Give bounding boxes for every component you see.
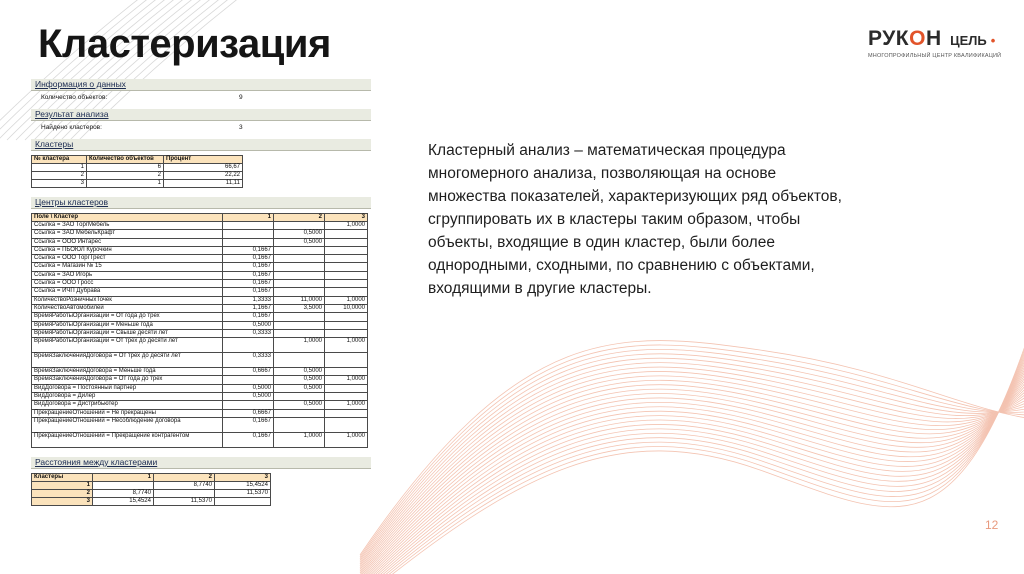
table-cell xyxy=(223,376,274,384)
table-cell: ПрекращениеОтношений = Несоблюдение договора xyxy=(32,417,223,432)
table-row xyxy=(32,353,368,368)
table-cell xyxy=(325,280,368,288)
table-row xyxy=(32,329,368,337)
table-row xyxy=(32,409,368,417)
table-header: 2 xyxy=(154,473,215,481)
distances-table xyxy=(31,473,271,506)
table-row xyxy=(32,222,368,230)
table-cell xyxy=(325,230,368,238)
table-row xyxy=(32,481,271,489)
table-cell: ПрекращениеОтношений = Прекращение контрагентом xyxy=(32,432,223,447)
table-row xyxy=(32,313,368,321)
table-cell: 11,5370 xyxy=(215,489,271,497)
table-cell: 0,1667 xyxy=(223,432,274,447)
table-cell: 0,1667 xyxy=(223,246,274,254)
table-cell: 0,1667 xyxy=(223,417,274,432)
table-cell: 3,5000 xyxy=(274,304,325,312)
table-cell: 0,3333 xyxy=(223,353,274,368)
table-cell: КоличествоАвтомобилей xyxy=(32,304,223,312)
table-cell: ПрекращениеОтношений = Не прекращены xyxy=(32,409,223,417)
table-cell: 0,5000 xyxy=(223,321,274,329)
table-row xyxy=(32,432,368,447)
table-row xyxy=(32,489,271,497)
table-cell xyxy=(223,338,274,353)
table-cell xyxy=(274,222,325,230)
table-cell: Ссылка = ООО ТоргТрест xyxy=(32,255,223,263)
table-cell: 3 xyxy=(32,180,87,188)
table-cell: Ссылка = ЗАО Игорь xyxy=(32,271,223,279)
table-cell: Ссылка = ООО Гросс xyxy=(32,280,223,288)
table-cell: 0,5000 xyxy=(274,230,325,238)
table-header: 3 xyxy=(215,473,271,481)
object-count-label: Количество объектов: xyxy=(41,94,108,101)
table-cell: Ссылка = Магазин № 15 xyxy=(32,263,223,271)
table-cell xyxy=(325,321,368,329)
table-cell: 1 xyxy=(87,180,164,188)
logo-name: РУКОН xyxy=(868,27,942,50)
table-cell: 8,7740 xyxy=(93,489,154,497)
table-cell: Ссылка = ИЧП Дубрава xyxy=(32,288,223,296)
table-cell: 66,67 xyxy=(164,164,243,172)
table-cell xyxy=(325,368,368,376)
table-header: Количество объектов xyxy=(87,156,164,164)
table-header: 3 xyxy=(325,214,368,222)
definition-text: Кластерный анализ – математическая процедура многомерного анализа, позволяющая на основе множества показателей, характеризующих ряд объектов, сгруппировать их в кластеры таким образом, чтобы объекты, входящие в один кластер, были более однородными, сходными, по сравнению с объектами, входящими в другие кластеры. xyxy=(428,141,842,297)
table-cell: 0,6667 xyxy=(223,409,274,417)
centers-table xyxy=(31,213,368,448)
table-cell: ВремяЗаключенияДоговора = От года до трех xyxy=(32,376,223,384)
table-row xyxy=(32,246,368,254)
page-title: Кластеризация xyxy=(38,22,331,66)
table-header: 1 xyxy=(223,214,274,222)
table-cell: 6 xyxy=(87,164,164,172)
brand-logo: РУКОН ЦЕЛЬ • МНОГОПРОФИЛЬНЫЙ ЦЕНТР КВАЛИФИКАЦИЙ xyxy=(868,28,1018,68)
table-row xyxy=(32,296,368,304)
table-cell: КоличествоРозничныхТочек xyxy=(32,296,223,304)
table-cell: 1,1667 xyxy=(223,304,274,312)
table-cell: ВидДоговора = Дилер xyxy=(32,393,223,401)
table-cell xyxy=(325,393,368,401)
table-cell: 15,4524 xyxy=(93,497,154,505)
table-row xyxy=(32,263,368,271)
table-cell xyxy=(93,481,154,489)
table-cell xyxy=(325,417,368,432)
table-cell: 11,0000 xyxy=(274,296,325,304)
table-row xyxy=(32,238,368,246)
table-cell xyxy=(223,222,274,230)
table-cell xyxy=(154,489,215,497)
table-cell xyxy=(274,417,325,432)
table-cell: 1,0000 xyxy=(274,338,325,353)
table-cell xyxy=(274,288,325,296)
table-cell xyxy=(325,288,368,296)
table-header: 1 xyxy=(93,473,154,481)
table-header: № кластера xyxy=(32,156,87,164)
table-cell: 0,1667 xyxy=(223,255,274,263)
table-cell xyxy=(274,255,325,263)
table-cell xyxy=(274,263,325,271)
object-count-value: 9 xyxy=(239,94,243,101)
table-cell xyxy=(325,329,368,337)
table-cell: 0,5000 xyxy=(274,368,325,376)
table-header: 2 xyxy=(274,214,325,222)
table-cell: ВремяЗаключенияДоговора = От трех до десяти лет xyxy=(32,353,223,368)
table-cell xyxy=(325,263,368,271)
table-row xyxy=(32,288,368,296)
section-heading-distances: Расстояния между кластерами xyxy=(31,457,371,469)
table-row xyxy=(32,280,368,288)
table-row xyxy=(32,401,368,409)
table-cell: 2 xyxy=(32,489,93,497)
table-header: Поле \ Кластер xyxy=(32,214,223,222)
table-cell: 0,3333 xyxy=(223,329,274,337)
table-cell: Ссылка = ЗАО ТоргМебель xyxy=(32,222,223,230)
table-cell xyxy=(274,321,325,329)
table-cell xyxy=(325,238,368,246)
table-cell: 1,0000 xyxy=(325,338,368,353)
table-cell xyxy=(325,246,368,254)
clusters-found-value: 3 xyxy=(239,124,243,131)
table-cell: ВремяРаботыОрганизации = От года до трех xyxy=(32,313,223,321)
table-cell: Ссылка = ООО Интарес xyxy=(32,238,223,246)
table-cell: 0,5000 xyxy=(274,401,325,409)
section-heading-info: Информация о данных xyxy=(31,79,371,91)
cluster-report xyxy=(31,79,371,506)
table-cell xyxy=(274,329,325,337)
clusters-found-label: Найдено кластеров: xyxy=(41,124,102,131)
table-row xyxy=(32,321,368,329)
table-row xyxy=(32,255,368,263)
table-cell: 0,5000 xyxy=(274,238,325,246)
table-cell xyxy=(325,409,368,417)
table-cell: 1 xyxy=(32,481,93,489)
table-row xyxy=(32,376,368,384)
section-heading-result: Результат анализа xyxy=(31,109,371,121)
clusters-found-row xyxy=(31,121,371,135)
table-cell: 10,0000 xyxy=(325,304,368,312)
table-cell: 1,3333 xyxy=(223,296,274,304)
table-row xyxy=(32,230,368,238)
table-cell: 0,1667 xyxy=(223,271,274,279)
table-row xyxy=(32,497,271,505)
table-cell: ВремяРаботыОрганизации = Меньше года xyxy=(32,321,223,329)
table-row xyxy=(32,393,368,401)
table-cell xyxy=(215,497,271,505)
table-row xyxy=(32,172,243,180)
table-row xyxy=(32,180,243,188)
table-cell xyxy=(274,393,325,401)
table-cell: 1,0000 xyxy=(325,296,368,304)
table-cell: 3 xyxy=(32,497,93,505)
table-cell xyxy=(274,280,325,288)
object-count-row xyxy=(31,91,371,105)
logo-tagline: МНОГОПРОФИЛЬНЫЙ ЦЕНТР КВАЛИФИКАЦИЙ xyxy=(868,53,1002,59)
table-cell: 22,22 xyxy=(164,172,243,180)
table-cell: 15,4524 xyxy=(215,481,271,489)
table-row xyxy=(32,368,368,376)
logo-sub: ЦЕЛЬ xyxy=(950,33,987,48)
table-header: Кластеры xyxy=(32,473,93,481)
table-cell: ВремяЗаключенияДоговора = Меньше года xyxy=(32,368,223,376)
table-row xyxy=(32,384,368,392)
table-row xyxy=(32,417,368,432)
table-cell xyxy=(325,255,368,263)
table-cell: 0,5000 xyxy=(274,376,325,384)
table-cell xyxy=(223,238,274,246)
table-cell: Ссылка = ПБОЮЛ Курочкин xyxy=(32,246,223,254)
table-cell xyxy=(223,401,274,409)
table-cell xyxy=(274,409,325,417)
table-cell: 8,7740 xyxy=(154,481,215,489)
table-cell xyxy=(325,313,368,321)
section-heading-clusters: Кластеры xyxy=(31,139,371,151)
table-cell: Ссылка = ЗАО МебельКрафт xyxy=(32,230,223,238)
table-cell: 11,11 xyxy=(164,180,243,188)
table-cell: 0,5000 xyxy=(223,384,274,392)
table-cell xyxy=(274,271,325,279)
table-cell: 2 xyxy=(32,172,87,180)
table-cell xyxy=(325,353,368,368)
table-cell: 0,5000 xyxy=(223,393,274,401)
table-header: Процент xyxy=(164,156,243,164)
table-cell xyxy=(274,246,325,254)
table-cell: 0,1667 xyxy=(223,288,274,296)
table-cell: 1,0000 xyxy=(325,376,368,384)
table-row xyxy=(32,338,368,353)
table-cell xyxy=(274,313,325,321)
table-row xyxy=(32,271,368,279)
page-number: 12 xyxy=(985,518,999,532)
table-cell: 11,5370 xyxy=(154,497,215,505)
table-cell: 0,1667 xyxy=(223,313,274,321)
table-cell: 1,0000 xyxy=(325,222,368,230)
clusters-table xyxy=(31,155,243,188)
table-cell: ВидДоговора = Постоянный партнер xyxy=(32,384,223,392)
table-cell: 1,0000 xyxy=(274,432,325,447)
table-cell xyxy=(223,230,274,238)
table-cell: 0,1667 xyxy=(223,263,274,271)
table-row xyxy=(32,164,243,172)
table-row xyxy=(32,304,368,312)
table-cell: ВремяРаботыОрганизации = Свыше десяти лет xyxy=(32,329,223,337)
table-cell: 2 xyxy=(87,172,164,180)
table-cell: 1 xyxy=(32,164,87,172)
table-cell: 0,6667 xyxy=(223,368,274,376)
table-cell: ВремяРаботыОрганизации = От трех до десяти лет xyxy=(32,338,223,353)
table-cell xyxy=(274,353,325,368)
table-cell xyxy=(325,384,368,392)
table-cell: ВидДоговора = Дистрибьютер xyxy=(32,401,223,409)
table-cell: 1,0000 xyxy=(325,401,368,409)
table-cell: 0,5000 xyxy=(274,384,325,392)
section-heading-centers: Центры кластеров xyxy=(31,197,371,209)
table-cell: 1,0000 xyxy=(325,432,368,447)
table-cell xyxy=(325,271,368,279)
table-cell: 0,1667 xyxy=(223,280,274,288)
